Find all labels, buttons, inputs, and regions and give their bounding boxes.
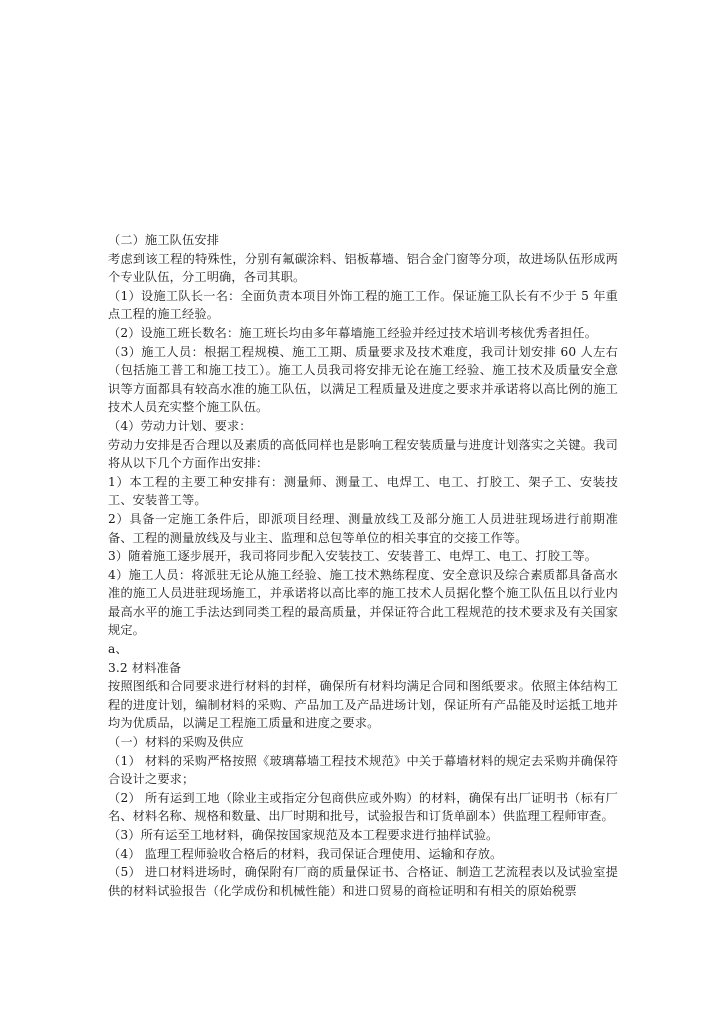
paragraph: （3）施工人员：根据工程规模、施工工期、质量要求及技术难度，我司计划安排 60 人左右（包括施工普工和施工技工）。施工人员我司将安排无论在施工经验、施工技术及质量安全意识等方面都具有较高水准的施工队伍，以满足工程质量及进度之要求并承诺将以高比例的施工技术人员充实整个施工队伍。 xyxy=(108,344,618,415)
paragraph: 劳动力安排是否合理以及素质的高低同样也是影响工程安装质量与进度计划落实之关键。我司将从以下几个方面作出安排： xyxy=(108,437,618,471)
paragraph: （3）所有运至工地材料，确保按国家规范及本工程要求进行抽样试验。 xyxy=(108,828,499,842)
paragraph: （2）设施工班长数名：施工班长均由多年幕墙施工经验并经过技术培训考核优秀者担任。 xyxy=(108,325,598,340)
paragraph: a、 xyxy=(108,642,128,657)
paragraph: （1） 材料的采购严格按照《玻璃幕墙工程技术规范》中关于幕墙材料的规定去采购并确保符合设计之要求； xyxy=(108,753,618,787)
paragraph: （1）设施工队长一名：全面负责本项目外饰工程的施工工作。保证施工队长有不少于 5 年重点工程的施工经验。 xyxy=(108,288,618,322)
section-heading: （二）施工队伍安排 xyxy=(108,233,220,247)
paragraph: 2）具备一定施工条件后，即派项目经理、测量放线工及部分施工人员进驻现场进行前期准备、工程的测量放线及与业主、监理和总包等单位的相关事宜的交接工作等。 xyxy=(108,511,618,545)
paragraph: （4） 监理工程师验收合格后的材料，我司保证合理使用、运输和存放。 xyxy=(108,846,503,861)
paragraph: 考虑到该工程的特殊性，分别有氟碳涂料、铝板幕墙、铝合金门窗等分项，故进场队伍形成两个专业队伍，分工明确，各司其职。 xyxy=(108,251,618,285)
paragraph: （2） 所有运到工地（除业主或指定分包商供应或外购）的材料，确保有出厂证明书（标有厂名、材料名称、规格和数量、出厂时期和批号，试验报告和订货单副本）供监理工程师审查。 xyxy=(108,790,618,824)
paragraph: 4）施工人员：将派驻无论从施工经验、施工技术熟练程度、安全意识及综合素质都具备高水准的施工人员进驻现场施工，并承诺将以高比率的施工技术人员据化整个施工队伍且以行业内最高水平的施工手法达到同类工程的最高质量，并保证符合此工程规范的技术要求及有关国家规定。 xyxy=(108,567,618,638)
section-heading: 3.2 材料准备 xyxy=(108,660,182,675)
paragraph: （4）劳动力计划、要求： xyxy=(108,418,252,433)
subsection-heading: （一）材料的采购及供应 xyxy=(108,735,244,750)
paragraph: 按照图纸和合同要求进行材料的封样，确保所有材料均满足合同和图纸要求。依照主体结构工程的进度计划，编制材料的采购、产品加工及产品进场计划，保证所有产品能及时运抵工地并均为优质品，以满足工程施工质量和进度之要求。 xyxy=(108,679,618,731)
paragraph: 1）本工程的主要工种安排有：测量师、测量工、电焊工、电工、打胶工、架子工、安装技工、安装普工等。 xyxy=(108,474,618,508)
document-body xyxy=(108,231,618,900)
paragraph: （5） 进口材料进场时，确保附有厂商的质量保证书、合格证、制造工艺流程表以及试验室提供的材料试验报告（化学成份和机械性能）和进口贸易的商检证明和有相关的原始税票 xyxy=(108,865,618,898)
paragraph: 3）随着施工逐步展开，我司将同步配入安装技工、安装普工、电焊工、电工、打胶工等。 xyxy=(108,549,598,564)
